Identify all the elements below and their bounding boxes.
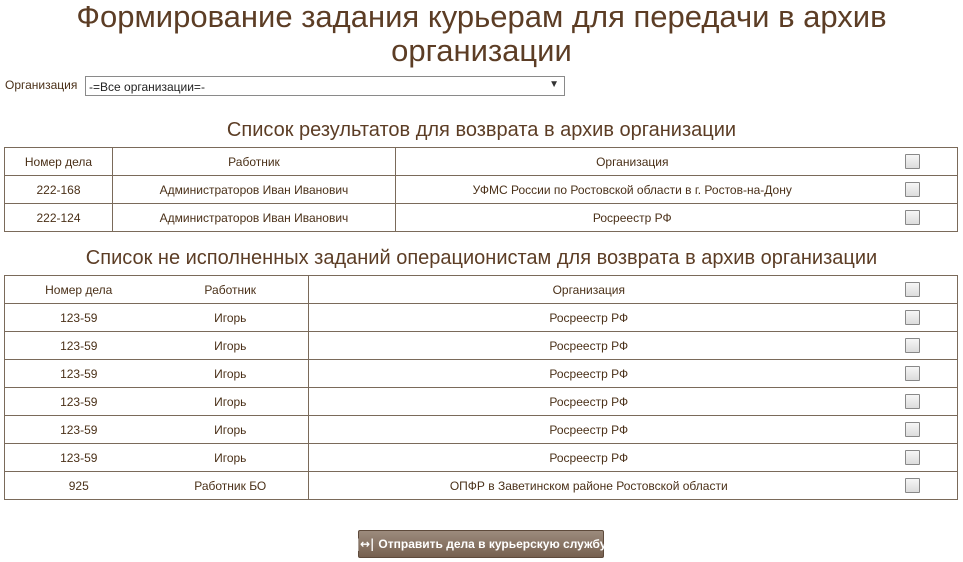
table-row — [5, 360, 958, 388]
table-row — [5, 444, 958, 472]
case-number: 123-59 — [5, 304, 153, 332]
worker-name: Администраторов Иван Иванович — [113, 176, 396, 204]
column-header-case: Номер дела — [5, 276, 153, 304]
row-select-cell — [869, 360, 958, 388]
send-to-courier-label: Отправить дела в курьерскую службу — [378, 537, 607, 551]
case-number: 222-124 — [5, 204, 113, 232]
organization-name: Росреестр РФ — [309, 332, 869, 360]
row-checkbox[interactable] — [905, 182, 920, 197]
row-checkbox[interactable] — [905, 478, 920, 493]
table-row — [5, 332, 958, 360]
select-all-checkbox[interactable] — [905, 282, 920, 297]
worker-name: Работник БО — [153, 472, 309, 500]
organization-name: Росреестр РФ — [309, 444, 869, 472]
row-select-cell — [869, 444, 958, 472]
results-section-title: Список результатов для возврата в архив организации — [226, 119, 737, 141]
row-select-cell — [869, 388, 958, 416]
send-to-courier-button[interactable] — [355, 530, 607, 558]
row-select-cell — [869, 304, 958, 332]
row-checkbox[interactable] — [905, 450, 920, 465]
chevron-down-icon: ▼ — [549, 79, 559, 90]
organization-name: Росреестр РФ — [309, 388, 869, 416]
organization-name: ОПФР в Заветинском районе Ростовской области — [309, 472, 869, 500]
column-header-organization: Организация — [309, 276, 869, 304]
table-row — [5, 388, 958, 416]
case-number: 123-59 — [5, 332, 153, 360]
row-select-cell — [869, 332, 958, 360]
case-number: 222-168 — [5, 176, 113, 204]
row-select-cell — [869, 472, 958, 500]
table-row — [5, 204, 958, 232]
row-checkbox[interactable] — [905, 210, 920, 225]
organization-select[interactable] — [85, 76, 565, 96]
column-header-worker: Работник — [153, 276, 309, 304]
organization-label: Организация — [5, 78, 78, 92]
row-checkbox[interactable] — [905, 366, 920, 381]
organization-name: Росреестр РФ — [309, 360, 869, 388]
organization-name: Росреестр РФ — [396, 204, 869, 232]
table-row — [5, 176, 958, 204]
row-select-cell — [869, 176, 958, 204]
organization-select-value: -=Все организации=- — [89, 80, 205, 94]
organization-name: УФМС России по Ростовской области в г. Ростов-на-Дону — [396, 176, 869, 204]
worker-name: Игорь — [153, 416, 309, 444]
select-all-cell — [869, 148, 958, 176]
select-all-checkbox[interactable] — [905, 154, 920, 169]
case-number: 123-59 — [5, 416, 153, 444]
row-checkbox[interactable] — [905, 394, 920, 409]
organization-name: Росреестр РФ — [309, 416, 869, 444]
worker-name: Игорь — [153, 360, 309, 388]
table-row — [5, 416, 958, 444]
worker-name: Администраторов Иван Иванович — [113, 204, 396, 232]
column-header-worker: Работник — [113, 148, 396, 176]
table-row — [5, 472, 958, 500]
column-header-case: Номер дела — [5, 148, 113, 176]
case-number: 925 — [5, 472, 153, 500]
worker-name: Игорь — [153, 304, 309, 332]
worker-name: Игорь — [153, 332, 309, 360]
page-title: Формирование задания курьерам для передачи в архив организации — [76, 0, 887, 68]
courier-send-icon: |↔| — [355, 537, 375, 551]
column-header-organization: Организация — [396, 148, 869, 176]
row-checkbox[interactable] — [905, 338, 920, 353]
row-checkbox[interactable] — [905, 310, 920, 325]
select-all-cell — [869, 276, 958, 304]
case-number: 123-59 — [5, 388, 153, 416]
results-table — [4, 147, 958, 232]
worker-name: Игорь — [153, 388, 309, 416]
table-row — [5, 304, 958, 332]
row-select-cell — [869, 416, 958, 444]
case-number: 123-59 — [5, 444, 153, 472]
case-number: 123-59 — [5, 360, 153, 388]
table-header-row — [5, 276, 958, 304]
worker-name: Игорь — [153, 444, 309, 472]
organization-name: Росреестр РФ — [309, 304, 869, 332]
table-header-row — [5, 148, 958, 176]
row-select-cell — [869, 204, 958, 232]
pending-table — [4, 275, 958, 500]
pending-section-title: Список не исполненных заданий операционистам для возврата в архив организации — [85, 247, 878, 269]
row-checkbox[interactable] — [905, 422, 920, 437]
